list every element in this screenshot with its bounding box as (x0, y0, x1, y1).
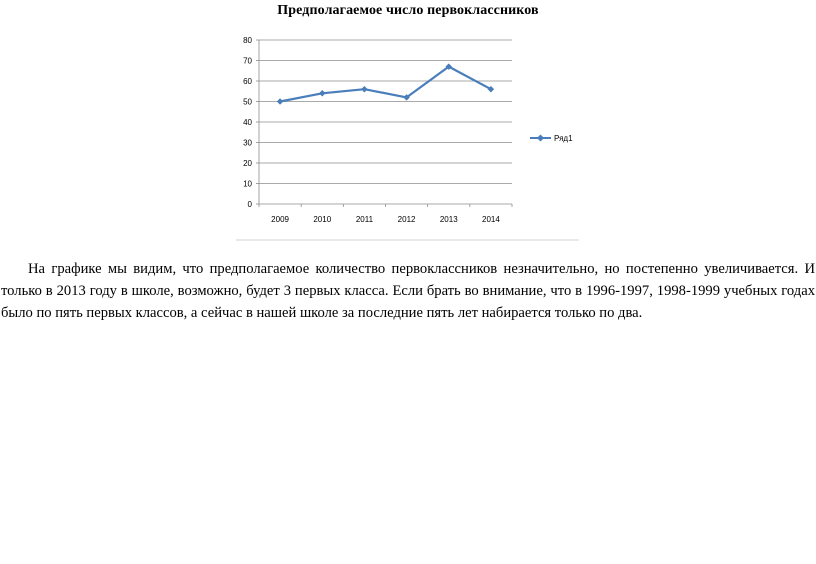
data-point (361, 86, 367, 92)
x-axis-ticks (259, 204, 512, 224)
x-tick-label: 2009 (271, 215, 289, 224)
y-tick-label: 60 (243, 77, 252, 86)
x-tick-label: 2010 (313, 215, 332, 224)
x-tick-label: 2011 (355, 215, 374, 224)
y-tick-label: 50 (243, 97, 252, 107)
y-tick-label: 30 (243, 138, 252, 148)
legend-marker (537, 134, 544, 141)
data-point (319, 90, 325, 96)
y-tick-label: 70 (243, 56, 252, 66)
y-tick-label: 0 (247, 200, 252, 209)
x-tick-label: 2013 (439, 215, 458, 224)
y-axis-ticks (243, 36, 252, 209)
x-tick-label: 2012 (397, 215, 416, 224)
y-tick-label: 80 (243, 36, 252, 45)
body-paragraph: На графике мы видим, что предполагаемое количество первоклассников незначительно, но постепенно увеличивается. И только в 2013 году в школе, возможно, будет 3 первых класса. Если брать во внимание, что в 1996-1997, 1998-1999 учебных годах было по пять первых классов, а сейчас в нашей школе за последние пять лет набирается только по два. (1, 261, 815, 321)
gridlines (256, 40, 512, 204)
chart-title: Предполагаемое число первоклассников (277, 3, 539, 18)
y-tick-label: 40 (243, 118, 252, 127)
data-point (277, 99, 283, 105)
y-tick-label: 20 (243, 159, 252, 168)
x-tick-label: 2014 (482, 215, 500, 224)
legend (530, 134, 573, 143)
y-tick-label: 10 (243, 179, 252, 189)
series-line (280, 67, 491, 102)
legend-label: Ряд1 (554, 134, 573, 143)
chart (0, 0, 816, 250)
series-layer (277, 64, 494, 105)
